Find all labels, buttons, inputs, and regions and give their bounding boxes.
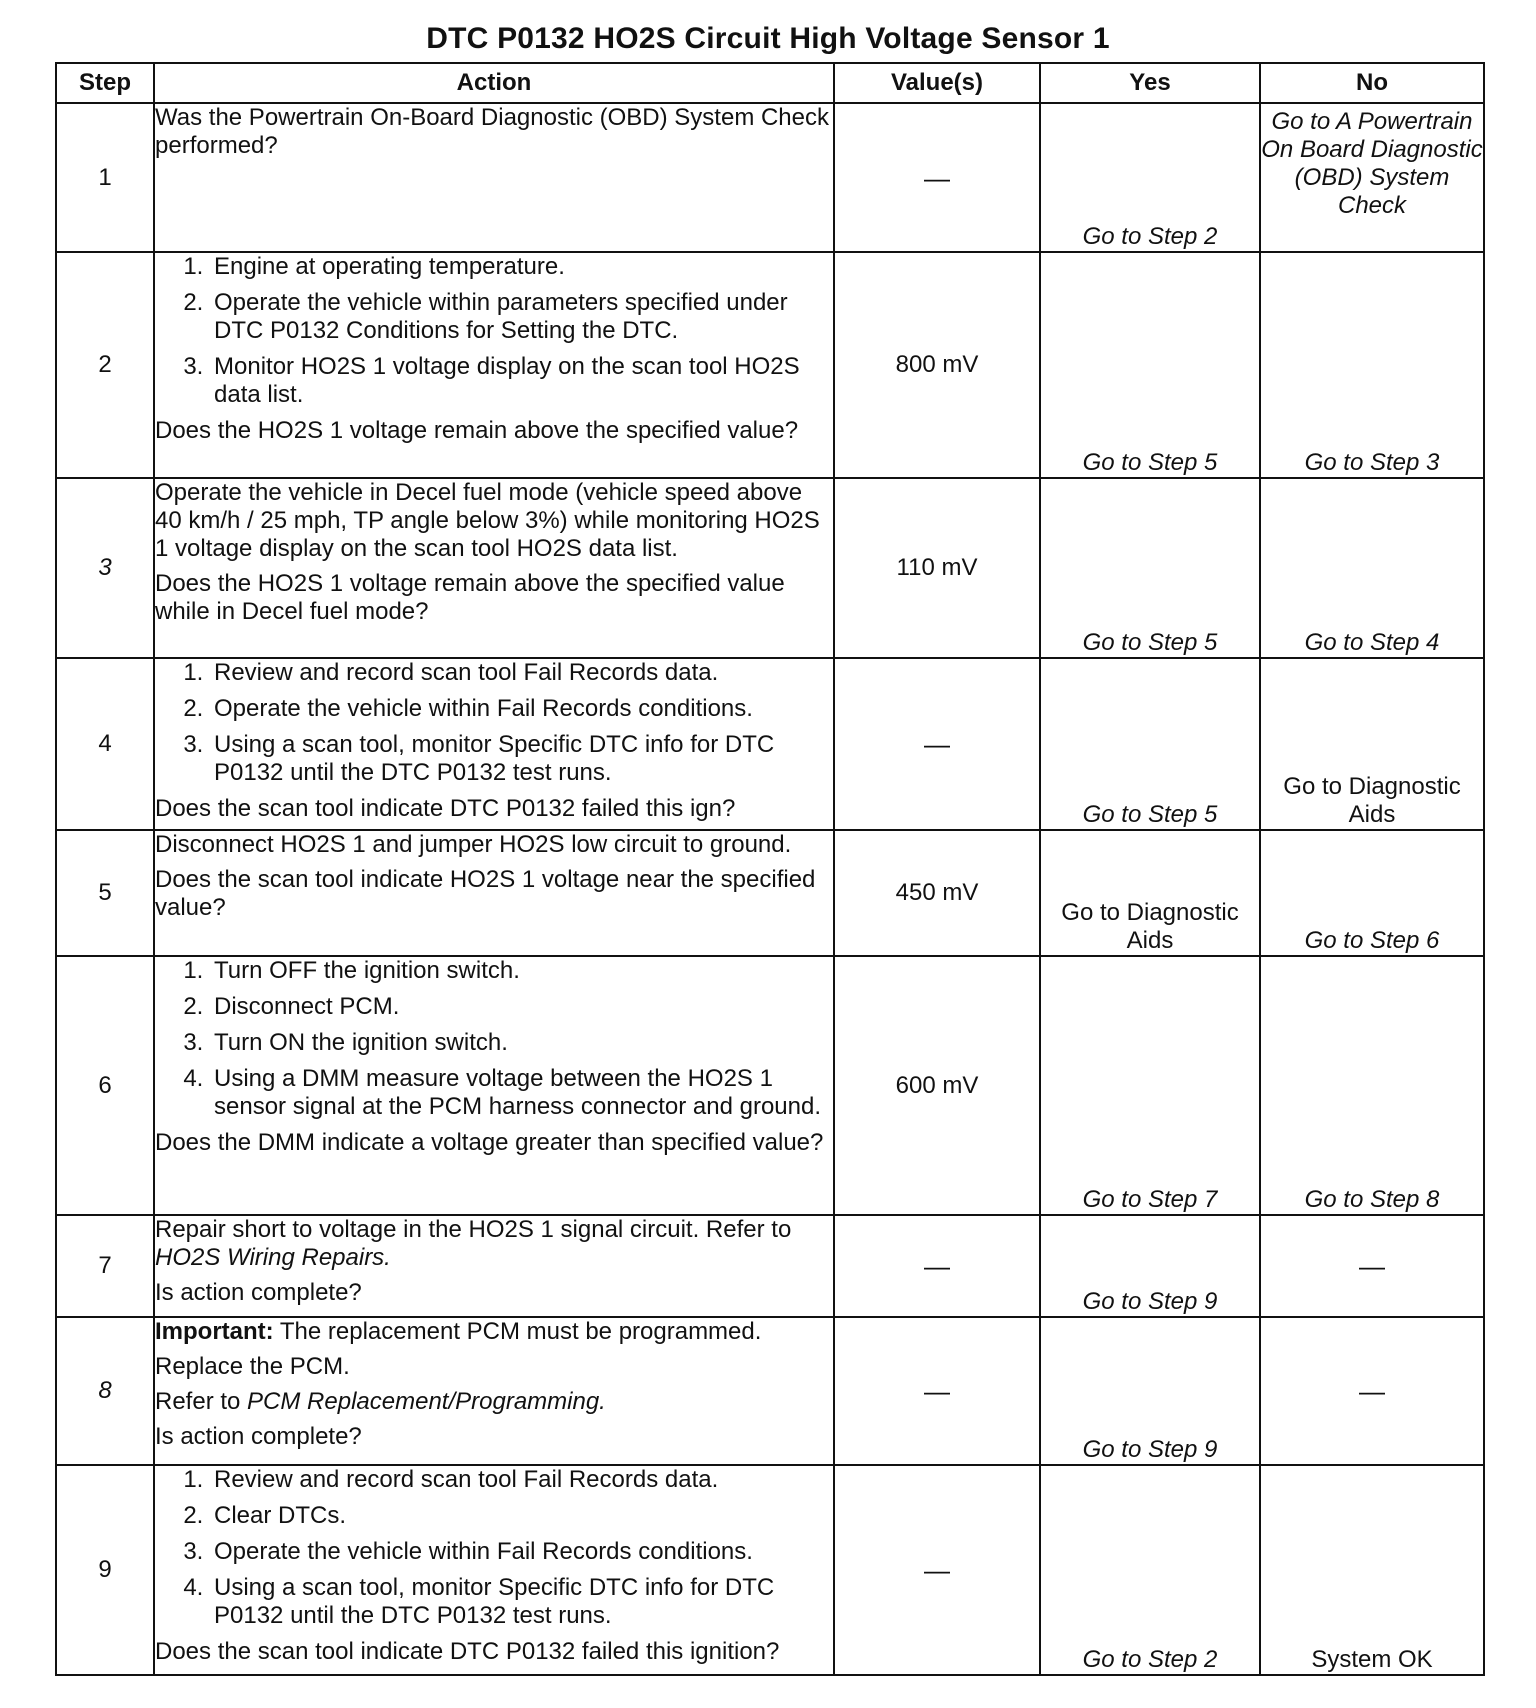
yes-outcome: Go to Step 5 bbox=[1082, 449, 1218, 476]
header-action: Action bbox=[154, 63, 834, 103]
table-row bbox=[56, 956, 1484, 1215]
action-question: Is action complete? bbox=[155, 1423, 362, 1450]
yes-cell bbox=[1040, 252, 1260, 478]
action-cell bbox=[154, 956, 834, 1215]
action-text: Operate the vehicle in Decel fuel mode (vehicle speed above 40 km/h / 25 mph, TP angle below 3%) while monitoring HO2S 1 voltage display on the scan tool HO2S data list. bbox=[155, 479, 820, 562]
yes-cell bbox=[1040, 658, 1260, 830]
table-row bbox=[56, 103, 1484, 252]
table-row bbox=[56, 1465, 1484, 1675]
no-cell bbox=[1260, 830, 1484, 956]
action-question: Does the HO2S 1 voltage remain above the specified value? bbox=[155, 417, 799, 444]
list-item: 1. Review and record scan tool Fail Records data. bbox=[210, 659, 833, 687]
action-cell bbox=[154, 1317, 834, 1465]
action-question: Does the scan tool indicate DTC P0132 failed this ignition? bbox=[155, 1638, 780, 1665]
action-text: Was the Powertrain On-Board Diagnostic (OBD) System Check performed? bbox=[155, 104, 830, 159]
yes-outcome: Go to Step 2 bbox=[1082, 1646, 1218, 1673]
page-title: DTC P0132 HO2S Circuit High Voltage Sensor 1 bbox=[426, 22, 1110, 55]
table-row bbox=[56, 1317, 1484, 1465]
no-cell bbox=[1260, 1465, 1484, 1675]
yes-cell bbox=[1040, 956, 1260, 1215]
yes-cell bbox=[1040, 103, 1260, 252]
action-cell bbox=[154, 103, 834, 252]
action-steps bbox=[155, 1466, 833, 1630]
diagnostic-table bbox=[55, 62, 1485, 1676]
value-cell: — bbox=[834, 1215, 1040, 1317]
action-question: Does the DMM indicate a voltage greater than specified value? bbox=[155, 1129, 824, 1156]
list-item: 1. Review and record scan tool Fail Records data. bbox=[210, 1466, 833, 1494]
action-cell bbox=[154, 252, 834, 478]
replacement-reference: PCM Replacement/Programming. bbox=[247, 1388, 606, 1415]
yes-cell bbox=[1040, 478, 1260, 658]
list-item: 3. Using a scan tool, monitor Specific DTC info for DTC P0132 until the DTC P0132 test runs. bbox=[210, 731, 833, 787]
step-number: 7 bbox=[56, 1215, 154, 1317]
no-outcome: Go to Step 4 bbox=[1304, 629, 1440, 656]
list-item: 2. Operate the vehicle within parameters specified under DTC P0132 Conditions for Setting the DTC. bbox=[210, 289, 833, 345]
list-item: 3. Monitor HO2S 1 voltage display on the scan tool HO2S data list. bbox=[210, 353, 833, 409]
no-cell bbox=[1260, 658, 1484, 830]
action-text: Disconnect HO2S 1 and jumper HO2S low circuit to ground. bbox=[155, 831, 792, 858]
action-cell bbox=[154, 1215, 834, 1317]
header-yes: Yes bbox=[1040, 63, 1260, 103]
no-outcome: Go to Diagnostic Aids bbox=[1283, 773, 1461, 828]
step-number: 5 bbox=[56, 830, 154, 956]
table-header-row bbox=[56, 63, 1484, 103]
header-step: Step bbox=[56, 63, 154, 103]
step-number: 8 bbox=[56, 1317, 154, 1465]
action-text-main: Repair short to voltage in the HO2S 1 signal circuit. Refer to bbox=[155, 1216, 792, 1243]
no-outcome: Go to Step 3 bbox=[1304, 449, 1440, 476]
no-cell bbox=[1260, 478, 1484, 658]
refer-line bbox=[155, 1388, 833, 1416]
value-cell: — bbox=[834, 1317, 1040, 1465]
table-row bbox=[56, 478, 1484, 658]
value-cell: 800 mV bbox=[834, 252, 1040, 478]
list-item: 4. Using a scan tool, monitor Specific DTC info for DTC P0132 until the DTC P0132 test runs. bbox=[210, 1574, 833, 1630]
value-cell: — bbox=[834, 1465, 1040, 1675]
list-item: 1. Engine at operating temperature. bbox=[210, 253, 833, 281]
no-outcome: System OK bbox=[1311, 1646, 1433, 1673]
no-cell bbox=[1260, 956, 1484, 1215]
action-cell bbox=[154, 478, 834, 658]
action-cell bbox=[154, 830, 834, 956]
value-cell: 450 mV bbox=[834, 830, 1040, 956]
yes-cell bbox=[1040, 1317, 1260, 1465]
yes-outcome: Go to Step 5 bbox=[1082, 801, 1218, 828]
no-cell bbox=[1260, 1317, 1484, 1465]
yes-outcome: Go to Step 2 bbox=[1082, 223, 1218, 250]
refer-prefix: Refer to bbox=[155, 1388, 241, 1415]
table-row bbox=[56, 252, 1484, 478]
list-item: 2. Disconnect PCM. bbox=[210, 993, 833, 1021]
list-item: 4. Using a DMM measure voltage between the HO2S 1 sensor signal at the PCM harness connector and ground. bbox=[210, 1065, 833, 1121]
no-outcome: — bbox=[1359, 1376, 1385, 1406]
action-steps bbox=[155, 659, 833, 787]
action-question: Is action complete? bbox=[155, 1279, 362, 1306]
step-number: 4 bbox=[56, 658, 154, 830]
list-item: 1. Turn OFF the ignition switch. bbox=[210, 957, 833, 985]
value-cell: — bbox=[834, 103, 1040, 252]
important-note bbox=[155, 1318, 833, 1346]
important-label: Important: bbox=[155, 1318, 274, 1345]
no-cell bbox=[1260, 103, 1484, 252]
value-cell: 110 mV bbox=[834, 478, 1040, 658]
list-item: 2. Operate the vehicle within Fail Records conditions. bbox=[210, 695, 833, 723]
table-row bbox=[56, 658, 1484, 830]
no-outcome: Go to A Powertrain On Board Diagnostic (OBD) System Check bbox=[1261, 108, 1483, 219]
important-text: The replacement PCM must be programmed. bbox=[279, 1318, 762, 1345]
yes-outcome: Go to Step 5 bbox=[1082, 629, 1218, 656]
action-question: Does the scan tool indicate HO2S 1 voltage near the specified value? bbox=[155, 866, 816, 921]
step-number: 9 bbox=[56, 1465, 154, 1675]
yes-outcome: Go to Diagnostic Aids bbox=[1061, 899, 1239, 954]
repair-reference: HO2S Wiring Repairs. bbox=[155, 1244, 391, 1271]
action-steps bbox=[155, 253, 833, 409]
yes-outcome: Go to Step 9 bbox=[1082, 1288, 1218, 1315]
step-number: 1 bbox=[56, 103, 154, 252]
no-outcome: Go to Step 8 bbox=[1304, 1186, 1440, 1213]
yes-outcome: Go to Step 7 bbox=[1082, 1186, 1218, 1213]
yes-outcome: Go to Step 9 bbox=[1082, 1436, 1218, 1463]
no-cell bbox=[1260, 252, 1484, 478]
action-text bbox=[155, 1216, 833, 1272]
yes-cell bbox=[1040, 830, 1260, 956]
no-cell bbox=[1260, 1215, 1484, 1317]
action-question: Does the HO2S 1 voltage remain above the specified value while in Decel fuel mode? bbox=[155, 570, 785, 625]
yes-cell bbox=[1040, 1465, 1260, 1675]
action-cell bbox=[154, 1465, 834, 1675]
table-row bbox=[56, 830, 1484, 956]
action-steps bbox=[155, 957, 833, 1121]
list-item: 3. Operate the vehicle within Fail Records conditions. bbox=[210, 1538, 833, 1566]
step-number: 2 bbox=[56, 252, 154, 478]
action-text: Replace the PCM. bbox=[155, 1353, 350, 1380]
table-row bbox=[56, 1215, 1484, 1317]
value-cell: 600 mV bbox=[834, 956, 1040, 1215]
list-item: 2. Clear DTCs. bbox=[210, 1502, 833, 1530]
header-no: No bbox=[1260, 63, 1484, 103]
value-cell: — bbox=[834, 658, 1040, 830]
list-item: 3. Turn ON the ignition switch. bbox=[210, 1029, 833, 1057]
step-number: 3 bbox=[56, 478, 154, 658]
step-number: 6 bbox=[56, 956, 154, 1215]
action-cell bbox=[154, 658, 834, 830]
no-outcome: — bbox=[1359, 1251, 1385, 1281]
action-question: Does the scan tool indicate DTC P0132 failed this ign? bbox=[155, 795, 736, 822]
header-values: Value(s) bbox=[834, 63, 1040, 103]
yes-cell bbox=[1040, 1215, 1260, 1317]
no-outcome: Go to Step 6 bbox=[1304, 927, 1440, 954]
